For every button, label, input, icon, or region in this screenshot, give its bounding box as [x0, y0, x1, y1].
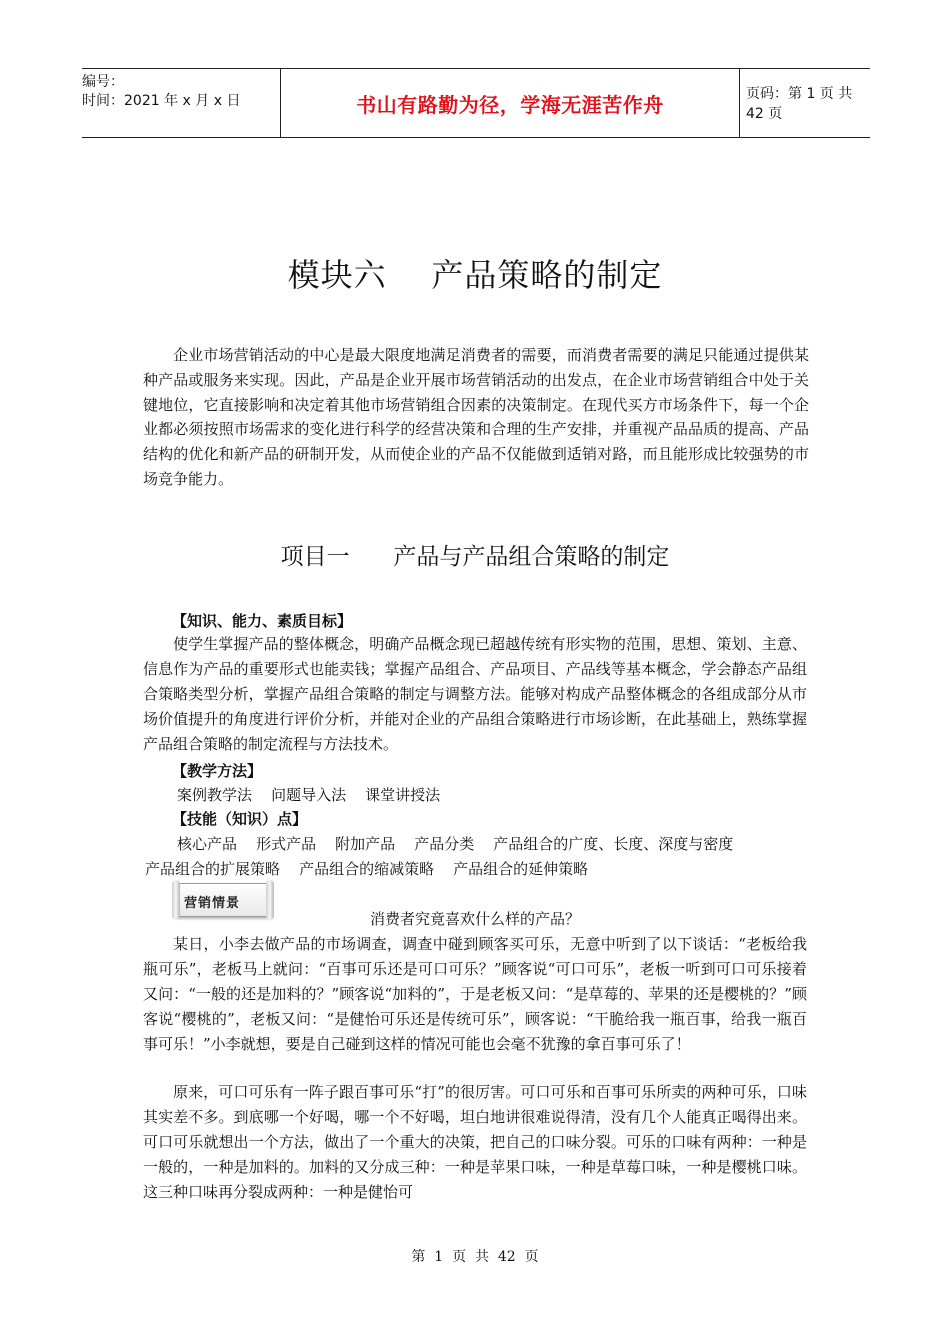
case-paragraph-2: 原来，可口可乐有一阵子跟百事可乐“打”的很厉害。可口可乐和百事可乐所卖的两种可乐，口味其实差不多。到底哪一个好喝，哪一个不好喝，坦白地讲很难说得清，没有几个人能真正喝得出来。可口可乐就想出一个方法，做出了一个重大的决策，把自己的口味分裂。可乐的口味有两种：一种是一般的，一种是加料的。加料的又分成三种：一种是苹果口味，一种是草莓口味，一种是樱桃口味。这三种口味再分裂成两种：一种是健怡可	[143, 1083, 807, 1201]
methods-text: 案例教学法 问题导入法 课堂讲授法	[177, 786, 441, 804]
case-paragraph-1: 某日，小李去做产品的市场调查，调查中碰到顾客买可乐，无意中听到了以下谈话：“老板给我瓶可乐”，老板马上就问：“百事可乐还是可口可乐？”顾客说“可口可乐”，老板一听到可口可乐接着又问：“一般的还是加料的？”顾客说“加料的”，于是老板又问：“是草莓的、苹果的还是樱桃的？”顾客说“樱桃的”，老板又问：“是健怡可乐还是传统可乐”，顾客说：“干脆给我一瓶百事，给我一瓶百事可乐！”小李就想，要是自己碰到这样的情况可能也会毫不犹豫的拿百事可乐了！	[143, 935, 807, 1053]
page-info: 页码：第 1 页 共 42 页	[746, 86, 853, 122]
header-meta-cell	[82, 69, 280, 137]
page-title: 模块六 产品策略的制定	[287, 256, 663, 294]
header-table	[82, 68, 870, 138]
skills-line-2: 产品组合的扩展策略 产品组合的缩减策略 产品组合的延伸策略	[145, 860, 589, 878]
number-label: 编号：	[82, 74, 124, 90]
scene-tag-label: 营销情景	[184, 896, 241, 911]
objectives-label: 【知识、能力、素质目标】	[172, 612, 353, 630]
objectives-text: 使学生掌握产品的整体概念，明确产品概念现已超越传统有形实物的范围，思想、策划、主意、信息作为产品的重要形式也能卖钱；掌握产品组合、产品项目、产品线等基本概念，学会静态产品组合策略类型分析，掌握产品组合策略的制定与调整方法。能够对构成产品整体概念的各组成部分从市场价值提升的角度进行评价分析，并能对企业的产品组合策略进行市场诊断，在此基础上，熟练掌握产品组合策略的制定流程与方法技术。	[143, 635, 807, 753]
methods-label: 【教学方法】	[172, 762, 263, 780]
date-label: 时间：2021 年 x 月 x 日	[82, 93, 241, 109]
skills-line-1: 核心产品 形式产品 附加产品 产品分类 产品组合的广度、长度、深度与密度	[177, 835, 734, 853]
case-title: 消费者究竟喜欢什么样的产品？	[369, 910, 580, 928]
skills-label: 【技能（知识）点】	[172, 810, 308, 828]
header-page-cell	[738, 69, 870, 137]
motto: 书山有路勤为径，学海无涯苦作舟	[356, 92, 664, 117]
header-motto-cell	[280, 69, 740, 137]
intro-paragraph: 企业市场营销活动的中心是最大限度地满足消费者的需要，而消费者需要的满足只能通过提供某种产品或服务来实现。因此，产品是企业开展市场营销活动的出发点，在企业市场营销组合中处于关键地位，它直接影响和决定着其他市场营销组合因素的决策制定。在现代买方市场条件下，每一个企业都必须按照市场需求的变化进行科学的经营决策和合理的生产安排，并重视产品品质的提高、产品结构的优化和新产品的研制开发，从而使企业的产品不仅能做到适销对路，而且能形成比较强势的市场竞争能力。	[143, 346, 809, 488]
page-footer: 第 1 页 共 42 页	[411, 1249, 539, 1265]
section-title: 项目一 产品与产品组合策略的制定	[280, 544, 670, 570]
